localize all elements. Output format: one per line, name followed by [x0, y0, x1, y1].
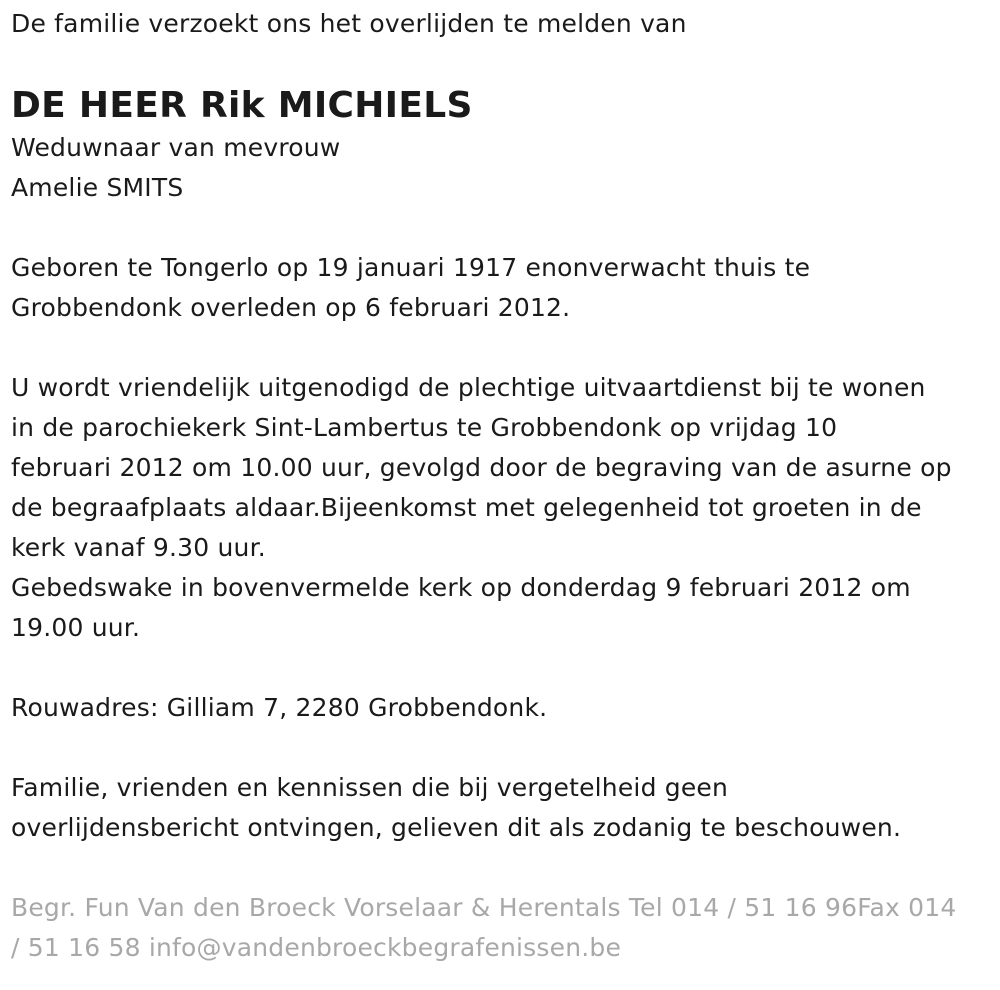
death-notice [11, 4, 989, 968]
funeral-home-line-2: / 51 16 58 info@vandenbroeckbegrafenissen.be [11, 933, 622, 962]
closing-line-1: Familie, vrienden en kennissen die bij vergetelheid geen [11, 773, 729, 802]
service-line-1: U wordt vriendelijk uitgenodigd de plechtige uitvaartdienst bij te wonen [11, 373, 926, 402]
relation-line-2: Amelie SMITS [11, 173, 184, 202]
deceased-name: DE HEER Rik MICHIELS [11, 85, 473, 126]
spacer [11, 728, 989, 768]
vigil-line-1: Gebedswake in bovenvermelde kerk op donderdag 9 februari 2012 om [11, 573, 911, 602]
service-line-3: februari 2012 om 10.00 uur, gevolgd door de begraving van de asurne op [11, 453, 952, 482]
spacer [11, 328, 989, 368]
relation-line-1: Weduwnaar van mevrouw [11, 133, 341, 162]
birth-death-line-2: Grobbendonk overleden op 6 februari 2012. [11, 293, 571, 322]
spacer [11, 208, 989, 248]
service-line-2: in de parochiekerk Sint-Lambertus te Grobbendonk op vrijdag 10 [11, 413, 838, 442]
birth-death-line-1: Geboren te Tongerlo op 19 januari 1917 enonverwacht thuis te [11, 253, 811, 282]
mourning-address: Rouwadres: Gilliam 7, 2280 Grobbendonk. [11, 693, 548, 722]
service-line-4: de begraafplaats aldaar.Bijeenkomst met gelegenheid tot groeten in de [11, 493, 922, 522]
intro-text: De familie verzoekt ons het overlijden te melden van [11, 9, 687, 38]
spacer [11, 848, 989, 888]
spacer [11, 648, 989, 688]
service-line-5: kerk vanaf 9.30 uur. [11, 533, 266, 562]
funeral-home-line-1: Begr. Fun Van den Broeck Vorselaar & Herentals Tel 014 / 51 16 96Fax 014 [11, 893, 957, 922]
closing-line-2: overlijdensbericht ontvingen, gelieven dit als zodanig te beschouwen. [11, 813, 902, 842]
vigil-line-2: 19.00 uur. [11, 613, 141, 642]
